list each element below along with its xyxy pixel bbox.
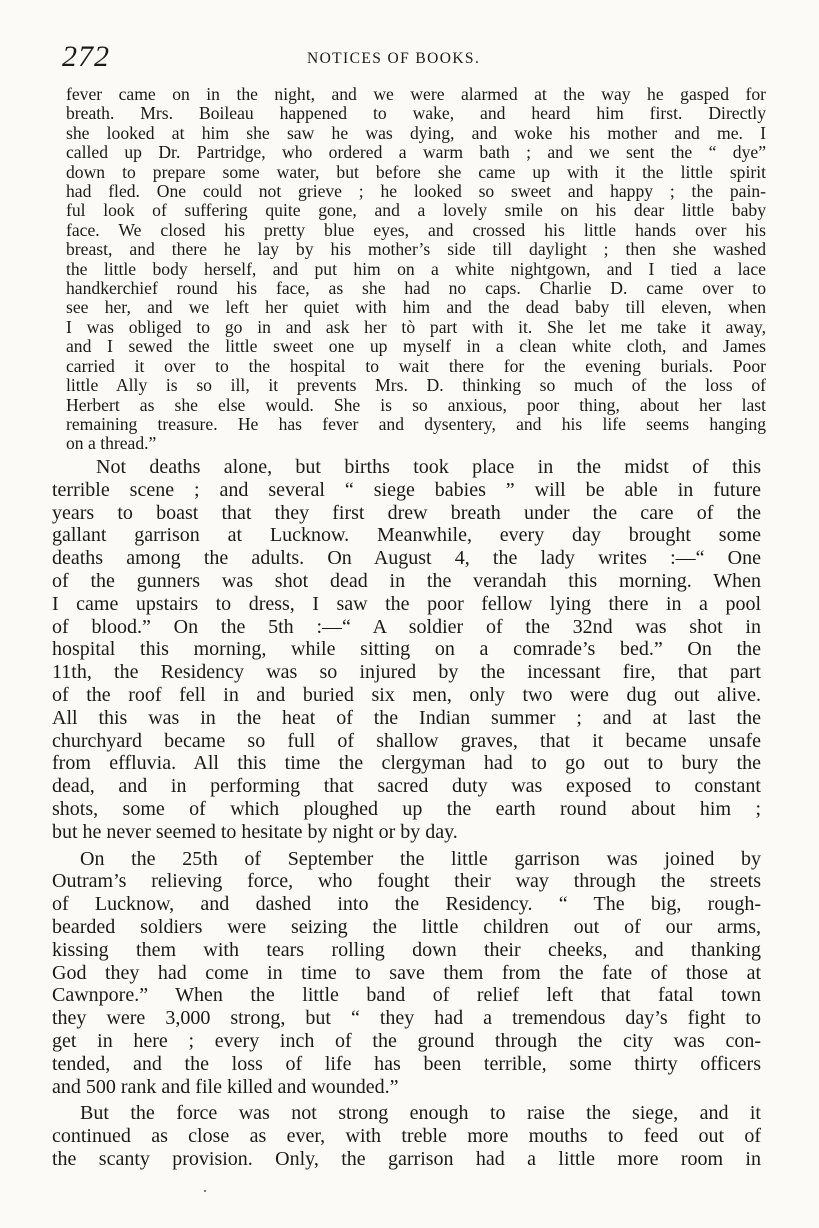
text-line: get in here ; every inch of the ground through the city was con- [52, 1029, 761, 1052]
text-line: years to boast that they first drew breath under the care of the [52, 501, 761, 524]
quote-line: and I sewed the little sweet one up myself in a clean white cloth, and James [66, 336, 766, 357]
text-line: shots, some of which ploughed up the earth round about him ; [52, 797, 761, 820]
text-line: dead, and in performing that sacred duty was exposed to constant [52, 775, 761, 798]
text-line: deaths among the adults. On August 4, the lady writes :—“ One [52, 547, 761, 570]
text-line: 11th, the Residency was so injured by the incessant fire, that part [52, 661, 761, 684]
text-line: the scanty provision. Only, the garrison had a little more room in [52, 1147, 761, 1170]
quote-line: carried it over to the hospital to wait there for the evening burials. Poor [66, 355, 766, 376]
quote-line: she looked at him she saw he was dying, and woke his mother and me. I [66, 122, 766, 143]
text-line: of the gunners was shot dead in the verandah this morning. When [52, 569, 761, 592]
quote-line: remaining treasure. He has fever and dysentery, and his life seems hanging [66, 413, 766, 434]
text-line: Outram’s relieving force, who fought their way through the streets [52, 870, 761, 893]
block-quote [66, 85, 766, 454]
text-line: terrible scene ; and several “ siege babies ” will be able in future [52, 478, 761, 501]
text-line: Not deaths alone, but births took place in the midst of this [96, 456, 761, 478]
text-line: But the force was not strong enough to raise the siege, and it [80, 1102, 761, 1125]
running-head: NOTICES OF BOOKS. [307, 50, 481, 67]
quote-line: the little body herself, and put him on a white nightgown, and I tied a lace [66, 258, 766, 279]
paragraph-3 [52, 1102, 761, 1170]
quote-line: see her, and we left her quiet with him and the dead baby till eleven, when [66, 297, 766, 318]
quote-line: breast, and there he lay by his mother’s side till daylight ; then she washed [66, 239, 766, 260]
text-line: God they had come in time to save them from the fate of those at [52, 961, 761, 984]
text-line: they were 3,000 strong, but “ they had a tremendous day’s fight to [52, 1007, 761, 1030]
quote-line: fever came on in the night, and we were alarmed at the way he gasped for [66, 84, 766, 104]
page-header [62, 40, 762, 80]
text-line: and 500 rank and file killed and wounded.” [52, 1075, 399, 1098]
quote-line: had fled. One could not grieve ; he looked so sweet and happy ; the pain- [66, 181, 766, 202]
text-line: hospital this morning, while sitting on a comrade’s bed.” On the [52, 638, 761, 661]
body-text [52, 456, 761, 1171]
quote-line: down to prepare some water, but before she came up with it the little spirit [66, 161, 766, 182]
text-line: of the roof fell in and buried six men, only two were dug out alive. [52, 683, 761, 706]
text-line: tended, and the loss of life has been terrible, some thirty officers [52, 1052, 761, 1075]
text-line: but he never seemed to hesitate by night or by day. [52, 820, 458, 843]
text-line: continued as close as ever, with treble more mouths to feed out of [52, 1125, 761, 1148]
text-line: from effluvia. All this time the clergyman had to go out to bury the [52, 752, 761, 775]
quote-line: face. We closed his pretty blue eyes, and crossed his little hands over his [66, 219, 766, 240]
paragraph-2 [52, 848, 761, 1099]
quote-line: I was obliged to go in and ask her tò part with it. She let me take it away, [66, 316, 766, 337]
paragraph-1 [52, 456, 761, 844]
text-line: of blood.” On the 5th :—“ A soldier of the 32nd was shot in [52, 615, 761, 638]
print-speck [204, 1190, 206, 1192]
text-line: churchyard became so full of shallow graves, that it became unsafe [52, 729, 761, 752]
quote-line: breath. Mrs. Boileau happened to wake, and heard him first. Directly [66, 103, 766, 124]
page-number: 272 [62, 40, 110, 73]
text-line: I came upstairs to dress, I saw the poor fellow lying there in a pool [52, 592, 761, 615]
quote-line: called up Dr. Partridge, who ordered a warm bath ; and we sent the “ dye” [66, 142, 766, 163]
text-line: bearded soldiers were seizing the little children out of our arms, [52, 915, 761, 938]
quote-line: on a thread.” [66, 433, 157, 454]
quote-line: little Ally is so ill, it prevents Mrs. D. thinking so much of the loss of [66, 375, 766, 396]
text-line: Cawnpore.” When the little band of relief left that fatal town [52, 984, 761, 1007]
text-line: On the 25th of September the little garrison was joined by [80, 847, 761, 870]
text-line: kissing them with tears rolling down their cheeks, and thanking [52, 938, 761, 961]
quote-line: handkerchief round his face, as she had no caps. Charlie D. came over to [66, 278, 766, 299]
text-line: All this was in the heat of the Indian summer ; and at last the [52, 706, 761, 729]
quote-line: Herbert as she else would. She is so anxious, poor thing, about her last [66, 394, 766, 415]
text-line: gallant garrison at Lucknow. Meanwhile, every day brought some [52, 524, 761, 547]
text-line: of Lucknow, and dashed into the Residency. “ The big, rough- [52, 893, 761, 916]
quote-line: ful look of suffering quite gone, and a lovely smile on his dear little baby [66, 200, 766, 221]
